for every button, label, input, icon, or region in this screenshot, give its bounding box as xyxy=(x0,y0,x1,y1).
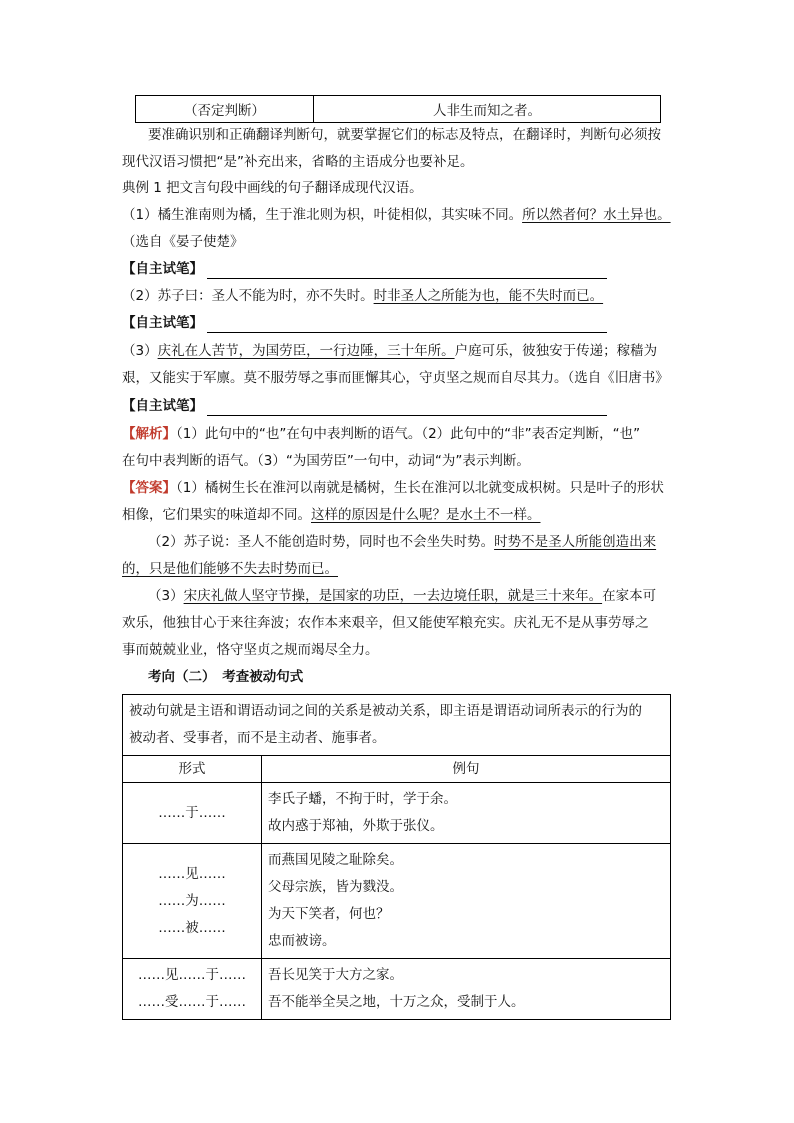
try-label: 【自主试笔】 xyxy=(122,315,203,331)
answer-2-underlined-1: 时势不是圣人所能创造出来 xyxy=(494,534,657,550)
example-text: 吾不能举全吴之地，十万之众，受制于人。 xyxy=(268,994,525,1010)
question-1-text: （1）橘生淮南则为橘，生于淮北则为枳，叶徒相似，其实味不同。 xyxy=(122,207,523,223)
table-row xyxy=(123,844,671,959)
example-title: 典例 1 把文言句段中画线的句子翻译成现代汉语。 xyxy=(122,180,423,196)
answer-blank xyxy=(207,400,607,416)
question-1-source: （选自《晏子使楚》 xyxy=(122,234,244,250)
analysis-label: 【解析】 xyxy=(122,426,176,442)
answer-2-text: （2）苏子说：圣人不能创造时势，同时也不会坐失时势。 xyxy=(148,534,495,550)
form-text: ……受……于…… xyxy=(138,994,246,1010)
passive-sentence-table xyxy=(122,694,671,1020)
form-cell xyxy=(123,959,262,1020)
form-cell xyxy=(123,844,262,959)
answer-line-2 xyxy=(122,505,541,525)
answer-line-1 xyxy=(122,478,664,498)
example-text: 李氏子蟠，不拘于时，学于余。 xyxy=(268,791,457,807)
form-text: ……被…… xyxy=(158,919,226,936)
table-row xyxy=(123,959,671,1020)
table-header-row xyxy=(123,756,671,783)
question-3-prefix: （3） xyxy=(122,343,158,359)
example-cell xyxy=(262,844,671,959)
try-line-2 xyxy=(122,313,607,333)
intro-line-2: 现代汉语习惯把“是”补充出来，省略的主语成分也要补足。 xyxy=(122,154,474,170)
answer-blank xyxy=(207,317,607,333)
analysis-line-1 xyxy=(122,424,640,444)
answer-1-text-2: 相像，它们果实的味道却不同。 xyxy=(122,507,311,523)
question-3-line-2: 艰，又能实于军廪。莫不服劳辱之事而匪懈其心，守贞坚之规而自尽其力。（选自《旧唐书》 xyxy=(122,370,669,386)
example-text: 忠而被谤。 xyxy=(268,933,336,949)
header-form: 形式 xyxy=(123,756,262,783)
answer-3-line-3: 事而兢兢业业，恪守坚贞之规而竭尽全力。 xyxy=(122,642,379,658)
question-2-underlined: 时非圣人之所能为也，能不失时而已。 xyxy=(373,288,604,304)
answer-3-prefix: （3） xyxy=(148,588,184,604)
question-1-underlined: 所以然者何？水土异也。 xyxy=(522,207,671,223)
try-line-3 xyxy=(122,396,607,416)
intro-line-1: 要准确识别和正确翻译判断句，就要掌握它们的标志及特点，在翻译时，判断句必须按 xyxy=(148,127,661,143)
example-cell xyxy=(262,783,671,844)
example-text: 故内惑于郑袖，外欺于张仪。 xyxy=(268,818,444,834)
answer-2-line-1 xyxy=(148,532,656,552)
answer-3-line-2: 欢乐，他独甘心于来往奔波；农作本来艰辛，但又能使军粮充实。庆礼无不是从事劳辱之 xyxy=(122,615,649,631)
example-text: 父母宗族，皆为戮没。 xyxy=(268,879,403,895)
form-text: ……为…… xyxy=(158,892,226,909)
table-cell-example: 人非生而知之者。 xyxy=(433,103,541,119)
question-1 xyxy=(122,205,671,225)
form-cell xyxy=(123,783,262,844)
answer-1-text: （1）橘树生长在淮河以南就是橘树，生长在淮河以北就变成枳树。只是叶子的形状 xyxy=(176,480,664,496)
section-heading: 考向（二） 考查被动句式 xyxy=(148,669,304,685)
question-3-rest: 户庭可乐，彼独安于传递；稼穑为 xyxy=(454,343,658,359)
example-cell xyxy=(262,959,671,1020)
table-cell-form: （否定判断） xyxy=(136,96,314,122)
example-text: 而燕国见陵之耻除矣。 xyxy=(268,852,403,868)
try-label: 【自主试笔】 xyxy=(122,398,203,414)
question-3-underlined: 庆礼在人苦节，为国劳臣，一行边陲，三十年所。 xyxy=(157,343,455,359)
definition-line-2: 被动者、受事者，而不是主动者、施事者。 xyxy=(129,730,386,746)
answer-label: 【答案】 xyxy=(122,480,176,496)
form-text: ……于…… xyxy=(158,804,226,821)
answer-2-line-2 xyxy=(122,559,338,579)
answer-3-underlined: 宋庆礼做人坚守节操，是国家的功臣，一去边境任职，就是三十来年。 xyxy=(183,588,603,604)
example-text: 吾长见笑于大方之家。 xyxy=(268,967,403,983)
answer-3-rest: 在家本可 xyxy=(602,588,657,604)
try-line-1 xyxy=(122,259,607,279)
answer-blank xyxy=(207,263,607,279)
answer-2-underlined-2: 的，只是他们能够不失去时势而已。 xyxy=(122,561,338,577)
example-text: 为天下笑者，何也？ xyxy=(268,906,390,922)
analysis-line-2: 在句中表判断的语气。（3）“为国劳臣”一句中，动词“为”表示判断。 xyxy=(122,453,530,469)
question-2 xyxy=(122,286,603,306)
table-row xyxy=(123,783,671,844)
definition-line-1: 被动句就是主语和谓语动词之间的关系是被动关系，即主语是谓语动词所表示的行为的 xyxy=(129,703,642,719)
judgment-table xyxy=(135,95,661,123)
header-example: 例句 xyxy=(262,756,671,783)
definition-cell xyxy=(123,695,671,756)
answer-1-underlined: 这样的原因是什么呢？是水土不一样。 xyxy=(311,507,541,523)
question-2-text: （2）苏子曰：圣人不能为时，亦不失时。 xyxy=(122,288,374,304)
answer-3-line-1 xyxy=(148,586,656,606)
question-3-line-1 xyxy=(122,341,657,361)
definition-row xyxy=(123,695,671,756)
analysis-text-1: （1）此句中的“也”在句中表判断的语气。（2）此句中的“非”表否定判断，“也” xyxy=(176,426,641,442)
form-text: ……见…… xyxy=(158,865,226,882)
form-text: ……见……于…… xyxy=(138,967,246,983)
try-label: 【自主试笔】 xyxy=(122,261,203,277)
